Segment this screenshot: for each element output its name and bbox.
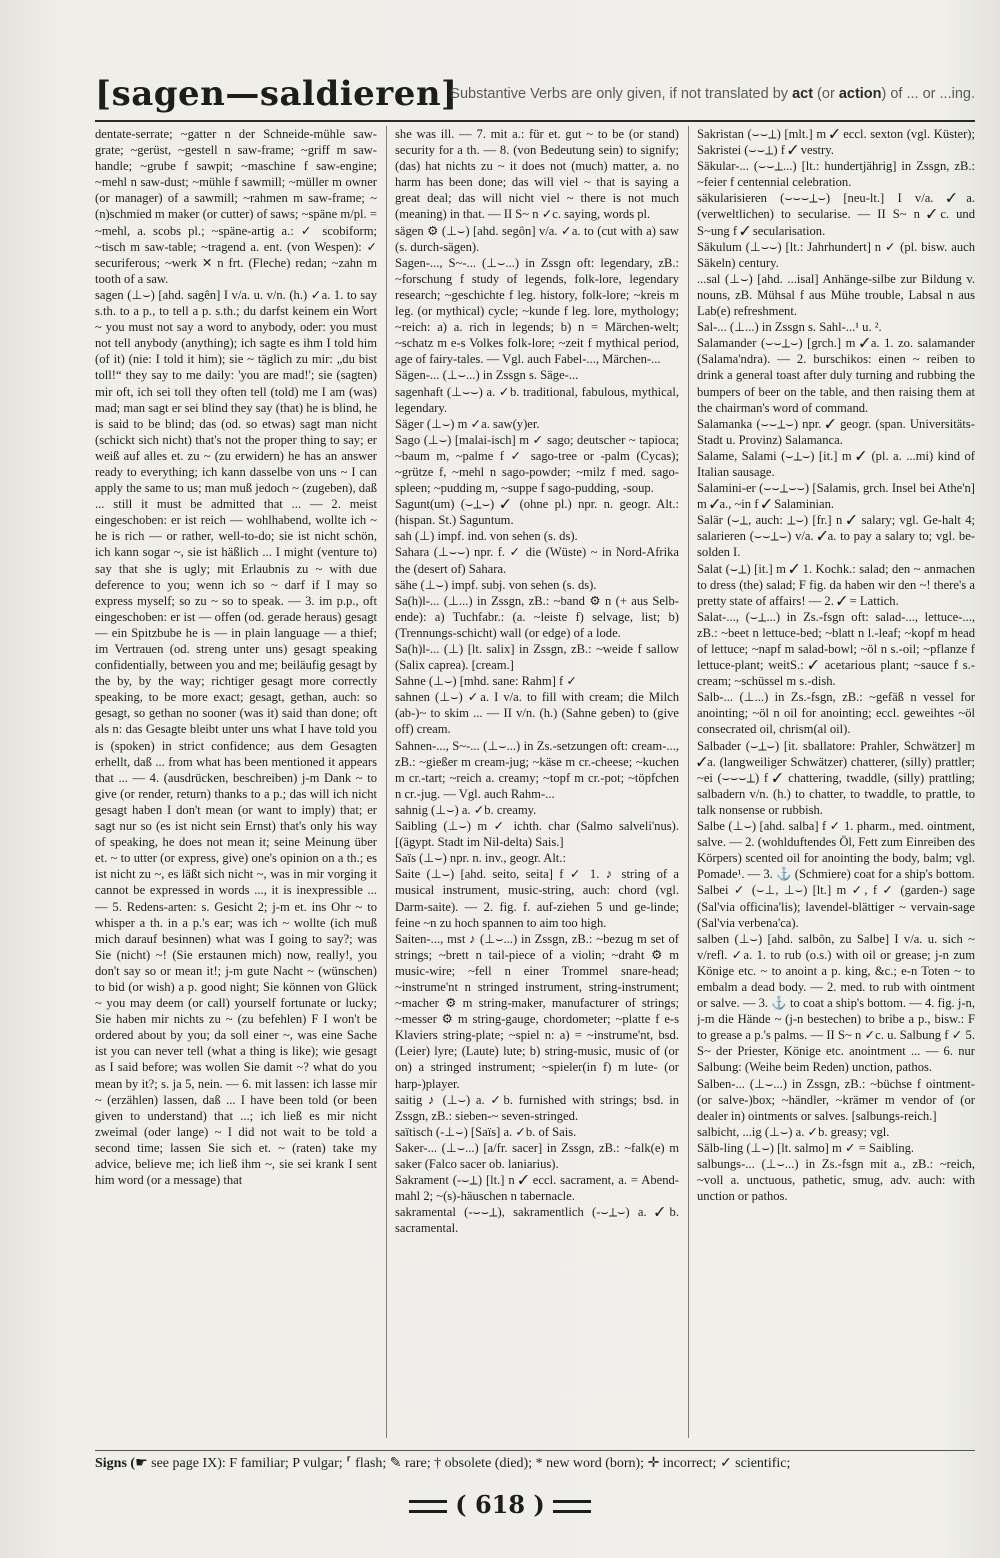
entry-text: Sagunt(um) (⌣⊥⌣) ✓ (ohne pl.) npr. n. geogr. Alt.: (hispan. St.) Saguntum. bbox=[395, 497, 679, 528]
entry-text: Salat (⌣⊥) [it.] m ✓ 1. Kochk.: salad; den ~ anmachen to dress (the) salad; F fig. da haben wir den ~! there's a pretty state of affairs! — 2. ✓ = Lattich. bbox=[697, 561, 975, 608]
signs-legend bbox=[95, 1450, 975, 1479]
page-title: [sagen—saldieren] bbox=[95, 74, 458, 114]
entry-text: Säkulum (⊥⌣⌣) [lt.: Jahrhundert] n ✓ (pl. bisw. auch Säkeln) century. bbox=[697, 239, 975, 270]
entry-text: Saker-... (⊥⌣...) [a/fr. sacer] in Zssgn, zB.: ~falk(e) m saker (Falco sacer ob. laniarius). bbox=[395, 1140, 679, 1171]
entry-text: sakramental (-⌣⌣⊥), sakramentlich (-⌣⊥⌣) a. ✓b. sacramental. bbox=[395, 1205, 679, 1236]
entry-text: Sakrament (-⌣⊥) [lt.] n ✓ eccl. sacrament, a. = Abend-mahl 2; ~(s)-häuschen n tabernacle. bbox=[395, 1173, 679, 1204]
entry-text: salbicht, ...ig (⊥⌣) a. ✓b. greasy; vgl. bbox=[697, 1124, 890, 1139]
entry-text: saïtisch (-⊥⌣) [Saïs] a. ✓b. of Sais. bbox=[395, 1124, 577, 1139]
entry-text: sahnen (⊥⌣) ✓a. I v/a. to fill with cream; die Milch (ab-)~ to skim ... — II v/n. (h.) (Sahne geben) to (give off) cream. bbox=[395, 690, 679, 737]
entry-text: Salbader (⌣⊥⌣) [it. sballatore: Prahler, Schwätzer] m ✓a. (langweiliger Schwätzer) chatterer, (silly) prattler; ~ei (⌣⌣⌣⊥) f ✓ chattering, twaddle, (silly) prattling; salbadern v/n. (h.) to chatter, to twaddle, to prattle, to talk nonsense or rubbish. bbox=[697, 738, 975, 817]
entry-text: Salben-... (⊥⌣...) in Zssgn, zB.: ~büchse f ointment- (or salve-)box; ~händler, ~krämer m vendor of (or dealer in) ointments or salves. [salbungs-reich.] bbox=[697, 1076, 975, 1123]
header-note-suffix: ) of ... or ...ing. bbox=[881, 86, 975, 102]
signs-text: F familiar; P vulgar; ⸢ flash; ✎ rare; † obsolete (died); * new word (born); ✛ incorrect; ✓ scientific; bbox=[225, 1456, 791, 1471]
entry-text: Saiten-..., mst ♪ (⊥⌣...) in Zssgn, zB.: ~bezug m set of strings; ~brett n tail-piece of a violin; ~draht ⚙ m music-wire; ~fell n einer Trommel snare-head; ~instrume'nt n stringed instrument, string-instrument; ~macher ⚙ m string-maker, manufacturer of strings; ~messer ⚙ m string-gauge, chordometer; ~platte f e-s Klaviers string-plate; ~spiel n: a) = ~instrume'nt, bsd. (Leier) lyre; (Laute) lute; b) string-music, music of (or on) a stringed instrument; ~spieler(in f) m lute- (or harp-)player. bbox=[395, 931, 679, 1091]
entry-text: Salär (⌣⊥, auch: ⊥⌣) [fr.] n ✓ salary; vgl. Ge-halt 4; salarieren (⌣⌣⊥⌣) v/a. ✓a. to pay a salary to; vgl. be-solden I. bbox=[697, 513, 975, 560]
column-right bbox=[697, 126, 975, 1438]
entry-text: Salamander (⌣⌣⊥⌣) [grch.] m ✓a. 1. zo. salamander (Salama'ndra). — 2. burschikos: einen ~ reiben to drink a general toast after duly turning and rubbing the bumpers of beer on the table, and then raising them at the chairman's word of command. bbox=[697, 336, 975, 415]
entry-text: Sakristan (⌣⌣⊥) [mlt.] m ✓ eccl. sexton (vgl. Küster); Sakristei (⌣⌣⊥) f ✓ vestry. bbox=[697, 127, 975, 158]
entry-text: Sägen-... (⊥⌣...) in Zssgn s. Säge-... bbox=[395, 368, 579, 383]
signs-lead: Signs ( bbox=[95, 1456, 136, 1471]
column-left bbox=[95, 126, 377, 1438]
dictionary-columns bbox=[95, 126, 975, 1438]
header-note bbox=[450, 86, 975, 102]
entry-text: Salamanka (⌣⌣⊥⌣) npr. ✓ geogr. (span. Universitäts-Stadt u. Provinz) Salamanca. bbox=[697, 416, 975, 447]
entry-text: Sahne (⊥⌣) [mhd. sane: Rahm] f ✓ bbox=[395, 674, 577, 689]
entry-text: sägen ⚙ (⊥⌣) [ahd. segôn] v/a. ✓a. to (cut with a) saw (s. durch-sägen). bbox=[395, 223, 679, 254]
entry-text: Salat-..., (⌣⊥...) in Zs.-fsgn oft: salad-..., lettuce-..., zB.: ~beet n lettuce-bed; ~blatt n l.-leaf; ~kopf m head of lettuce; ~napf m salad-bowl; ~öl n s.-oil; ~pflanze f lettuce-plant; weitS.: ✓ acetarious plant; ~sauce f s.-cream; ~schüssel m s.-dish. bbox=[697, 609, 975, 689]
entry-text: sah (⊥) impf. ind. von sehen (s. ds). bbox=[395, 529, 578, 544]
entry-text: Sago (⊥⌣) [malai-isch] m ✓ sago; deutscher ~ tapioca; ~baum m, ~palme f ✓ sago-tree or -palm (Cycas); ~grütze f, ~mehl n sago-powder; ~milz f med. sago-spleen; ~pudding m, ~suppe f sago-pudding, -soup. bbox=[395, 432, 679, 496]
header-note-action: action bbox=[838, 86, 882, 102]
signs-ref: see page IX): bbox=[147, 1456, 226, 1471]
entry-text: salbungs-... (⊥⌣...) in Zs.-fsgn mit a., zB.: ~reich, ~voll a. unctuous, pathetic, smug, adv. auch: with unction or pathos. bbox=[697, 1157, 975, 1204]
entry-text: she was ill. — 7. mit a.: für et. gut ~ to be (or stand) security for a th. — 8. (von Bedeutung sein) to signify; (das) hat nichts zu ~ it does not (much) matter, a. no harm has been done; das will viel ~ that is saying a great deal; das will nicht viel ~ there is not much (meaning) in that. — II S~ n ✓c. saying, words pl. bbox=[395, 127, 679, 222]
column-divider bbox=[386, 126, 387, 1438]
page-number-row bbox=[0, 1490, 1000, 1530]
pointing-hand-icon: ☛ bbox=[135, 1456, 148, 1471]
entry-text: Saite (⊥⌣) [ahd. seito, seita] f ✓ 1. ♪ string of a musical instrument, music-string, auch: chord (vgl. Darm-saite). — 2. fig. f. auf-ziehen 5 und ge-linde; feine ~n zu hoch spannen to aim too high. bbox=[395, 867, 679, 930]
entry-text: Sa(h)l-... (⊥) [lt. salix] in Zssgn, zB.: ~weide f sallow (Salix caprea). [cream.] bbox=[395, 642, 679, 673]
entry-text: Säkular-... (⌣⌣⊥...) [lt.: hundertjährig] in Zssgn, zB.: ~feier f centennial celebration. bbox=[697, 159, 975, 190]
entry-text: Salbei ✓ (⌣⊥, ⊥⌣) [lt.] m ✓, f ✓ (garden-) sage (Sal'via officina'lis); lavendel-blättiger ~ vervain-sage (Sal'via verbena'ca). bbox=[697, 883, 975, 930]
entry-text: ...sal (⊥⌣) [ahd. ...isal] Anhänge-silbe zur Bildung v. nouns, zB. Mühsal f aus Mühe trouble, Labsal n aus Lab(e) refreshment. bbox=[697, 271, 975, 319]
header-note-act: act bbox=[792, 86, 814, 102]
entry-text: sagenhaft (⊥⌣⌣) a. ✓b. traditional, fabulous, mythical, legendary. bbox=[395, 384, 679, 415]
entry-text: Salbe (⊥⌣) [ahd. salba] f ✓ 1. pharm., med. ointment, salve. — 2. (wohlduftendes Öl, Fett zum Einreiben des Körpers) scented oil for anointing the body, balm; vgl. Pomade¹. — 3. ⚓ (Schmiere) coat for a ship's bottom. bbox=[697, 819, 975, 882]
entry-text: Saïs (⊥⌣) npr. n. inv., geogr. Alt.: bbox=[395, 851, 566, 866]
entry-text: saitig ♪ (⊥⌣) a. ✓b. furnished with strings; bsd. in Zssgn, zB.: sieben-~ seven-stringed. bbox=[395, 1092, 679, 1123]
column-divider bbox=[688, 126, 689, 1438]
entry-text: Salb-... (⊥...) in Zs.-fsgn, zB.: ~gefäß n vessel for anointing; ~öl n oil for anointing; eccl. geweihtes ~öl consecrated oil, chrism(al oil). bbox=[697, 690, 975, 737]
entry-text: salben (⊥⌣) [ahd. salbôn, zu Salbe] I v/a. u. sich ~ v/refl. ✓a. 1. to rub (o.s.) with oil or grease; j-n zum Könige etc. ~ to anoint a p. king, &c.; e-n Toten ~ to embalm a dead body. — 2. med. to rub with ointment or salve. — 3. ⚓ to coat a ship's bottom. — 4. fig. j-n, j-m die Hände ~ (j-n bestechen) to bribe a p., bisw.: F to grease a p.'s palms. — II S~ n ✓c. u. Salbung f ✓ 5. S~ der Priester, Könige etc. anointment ... — 6. nur Salbung: (Weihe beim Reden) unction, pathos. bbox=[697, 931, 975, 1075]
entry-text: säkularisieren (⌣⌣⌣⊥⌣) [neu-lt.] I v/a. ✓a. (verweltlichen) to secularise. — II S~ n ✓c. und S~ung f ✓ secularisation. bbox=[697, 191, 975, 238]
page-header bbox=[95, 72, 975, 122]
header-note-mid: (or bbox=[813, 86, 839, 102]
ornament-rule bbox=[409, 1500, 447, 1513]
column-middle bbox=[395, 126, 679, 1438]
entry-text: Sal-... (⊥...) in Zssgn s. Sahl-...¹ u. ². bbox=[697, 320, 882, 335]
entry-text: sahnig (⊥⌣) a. ✓b. creamy. bbox=[395, 802, 537, 817]
entry-text: Sälb-ling (⊥⌣) [lt. salmo] m ✓ = Saibling. bbox=[697, 1140, 915, 1155]
entry-text: Säger (⊥⌣) m ✓a. saw(y)er. bbox=[395, 416, 540, 431]
header-note-prefix: Substantive Verbs are only given, if not translated by bbox=[450, 86, 793, 102]
entry-text: Salame, Salami (⌣⊥⌣) [it.] m ✓ (pl. a. ...mi) kind of Italian sausage. bbox=[697, 448, 975, 479]
entry-text: Salamini-er (⌣⌣⊥⌣⌣) [Salamis, grch. Insel bei Athe'n] m ✓a., ~in f ✓ Salaminian. bbox=[697, 481, 975, 512]
ornament-rule bbox=[553, 1500, 591, 1513]
page-number: ( 618 ) bbox=[455, 1490, 545, 1519]
entry-text: Saibling (⊥⌣) m ✓ ichth. char (Salmo salveli'nus). [(ägypt. Stadt im Nil-delta) Sais.] bbox=[395, 819, 679, 850]
entry-text: dentate-serrate; ~gatter n der Schneide-mühle saw-grate; ~gerüst, ~gestell n saw-frame; ~griff m saw-handle; ~grube f sawpit; ~maschine f saw-engine; ~mehl n saw-dust; ~mühle f sawmill; ~müller m owner (or manager) of a sawmill; ~rahmen m saw-frame; ~(n)schmied m maker (or cutter) of saws; ~späne m/pl. = ~mehl, a. scobs pl.; ~späne-artig a.: ✓ scobiform; ~tisch m saw-table; ~tragend a. ent. (von Wespen): ✓ securiferous; ~werk ✕ n frt. (Fleche) redan; ~zahn m tooth of a saw. bbox=[95, 127, 377, 286]
entry-text: sähe (⊥⌣) impf. subj. von sehen (s. ds). bbox=[395, 577, 597, 592]
entry-text: Sahara (⊥⌣⌣) npr. f. ✓ die (Wüste) ~ in Nord-Afrika the (desert of) Sahara. bbox=[395, 545, 679, 576]
entry-text: Sagen-..., S~-... (⊥⌣...) in Zssgn oft: legendary, zB.: ~forschung f study of legends, folk-lore, legendary research; ~geschichte f leg. history, folk-lore; ~kreis m leg. (or mythical) cycle; ~kunde f leg. lore, mythology; ~reich: a) a. rich in legends; b) n = Märchen-welt; ~schatz m e-s Volkes folk-lore; ~zeit f mythical period, age of fairy-tales. — Vgl. auch Fabel-..., Märchen-... bbox=[395, 255, 679, 367]
entry-text: Sa(h)l-... (⊥...) in Zssgn, zB.: ~band ⚙ n (+ aus Selb-ende): a) Tuchfabr.: (a. ~leiste f) selvage, list; b) (Trennungs-schicht) wall (or edge) of a lode. bbox=[395, 593, 679, 640]
entry-text: Sahnen-..., S~-... (⊥⌣...) in Zs.-setzungen oft: cream-..., zB.: ~gießer m cream-jug; ~käse m cr.-cheese; ~kuchen m cr.-tart; ~reich a. creamy; ~topf m cr.-pot; ~töpfchen n cr.-jug. — Vgl. auch Rahm-... bbox=[395, 738, 679, 801]
entry-text: sagen (⊥⌣) [ahd. sagên] I v/a. u. v/n. (h.) ✓a. 1. to say s.th. to a p., to tell a p. s.th.; du darfst keinem ein Wort ~ you must not say a word to anybody, oder: you must not tell anybody (anything); ich sagte es ihm I told him (of it) (nie: I told it him); sie ~ täglich zu mir: „du bist toll!“ they say to me daily: 'you are mad!'; sie (sagten) mir oft, ich sei toll they often tell (told) me I am (was) mad; man sagt er sei blind they say (that) he is blind, he is said to be blind; das (od. so etwas) sagt man nicht (schickt sich nicht) that's not the proper thing to say; er weiß auf alles et. zu ~ (zu erwidern) he has an answer ready to everything; ich kann dasselbe von uns ~ I can apply the same to us; man muß jedoch ~ (zugeben), daß ... still it must be admitted that ... — 2. meist eingeschoben: er ist reich — wohlhabend, wollte ich ~ he is rich — or rather, well-to-do; sie ist nicht schön, ich kann sogar ~, sie ist häßlich ... I might (venture to) say that she is ugly; mit Erlaubnis zu ~ with due deference to you; wenn ich so ~ darf if I may so express myself; so zu ~ so to speak. — 3. im p.p., oft eingeschoben: er ist — offen (od. gerade heraus) gesagt — ein Spitzbube he is — in plain language — a thief; im Vertrauen (od. streng unter uns) gesagt speaking confidentially, between you and me; beiläufig gesagt by the by, by the way; richtiger gesagt more correctly speaking, to be more exact; gesagt, gethan, auch: so gesagt, so gethan no sooner (was it) said than done; oft als n: das Gesagte bleibt unter uns what I have told you is (spoken) in strict confidence; aus dem Gesagten erhellt, daß ... from what has been mentioned it appears that ... — 4. (ausdrücken, beschreiben) j-m Dank ~ to give (or render, return) thanks to a p.; das will ich nicht gesagt haben I don't mean (or want to imply) that; er sagt nur so (es ist nicht sein Ernst) that's only his way of speaking, he does not mean it; seine Meinung über et. ~ to utter (or express, give) one's opinion on a th.; es ist nicht zu ~, es läßt sich nicht ~, was in mir vorging it cannot be expressed in words ..., it is inexpressible ... — 5. Redens-arten: s. Gesicht 2; j-m et. ins Ohr ~ to whisper a th. in a p.'s ear; was ich ~ wollte (ich muß mich darauf besinnen) what was I going to say?; was Sie (nicht) ~! (Sie erstaunen mich) now, really!, you don't say so or mean it!; j-m gute Nacht ~ (wünschen) to bid (or wish) a p. good night; Sie können von Glück ~ you may deem (or call) yourself fortunate or lucky; Sie haben mir nichts zu ~ (zu befehlen) F I won't be ordered about by you; da soll einer ~, was eine Sache ist you can never tell (what a thing is like); wie gesagt as I said before; was wollen Sie damit ~? what do you mean by it?; s. ja 5, nein. — 6. mit lassen: ich lasse mir ~ (erzählen) lassen, daß ... I have been told (or been given to understand) that ...; ich ließ es mir nicht zweimal (oder lange) ~ I did not wait to be told a second time; lassen Sie sich et. ~ (raten) take my advice, believe me; ich ließ ihm ~, sie sei krank I sent him word (or a message) that bbox=[95, 287, 377, 1188]
